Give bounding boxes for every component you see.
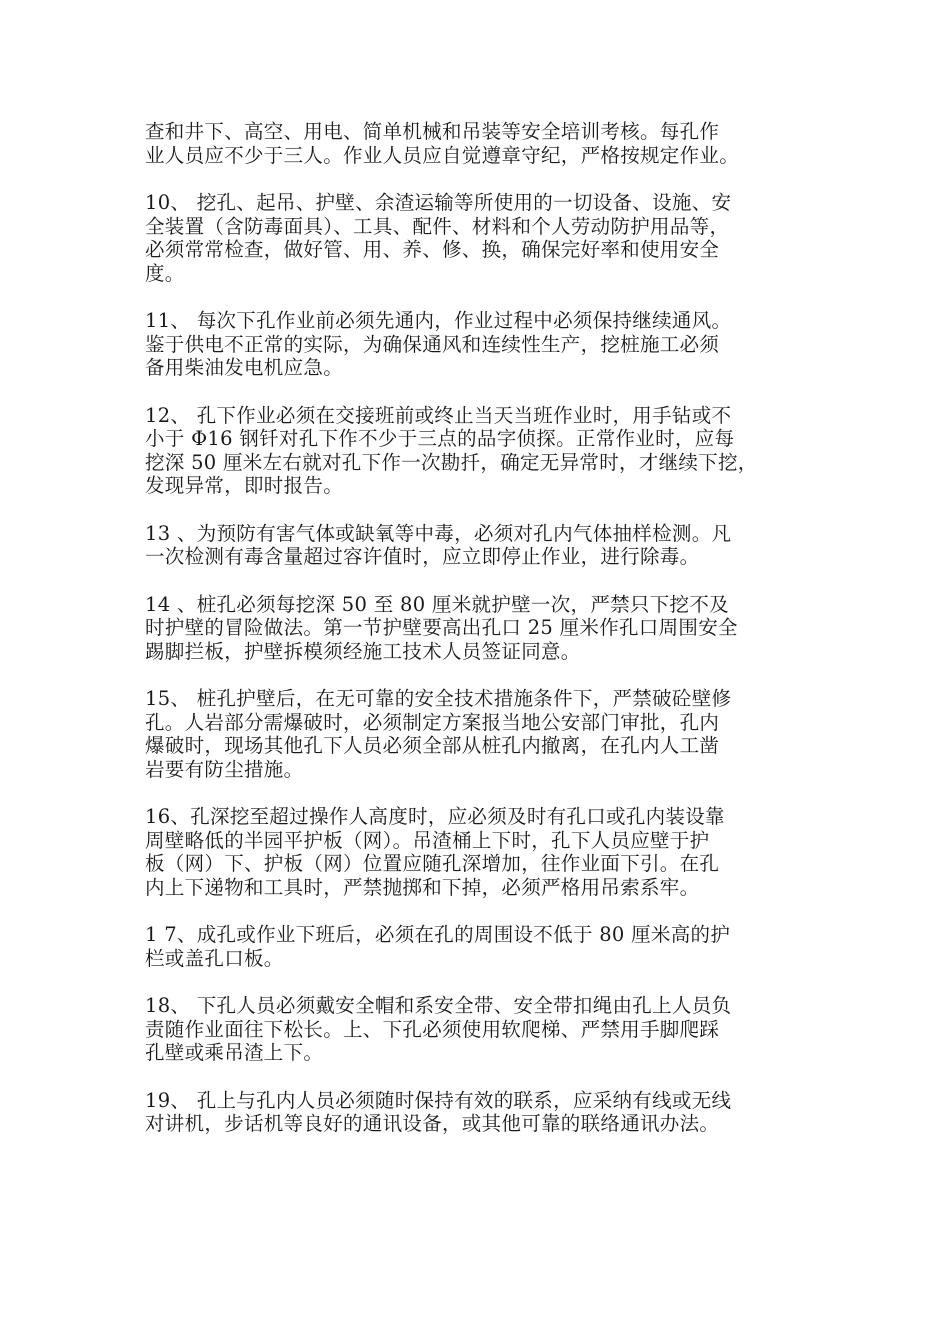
text-line: 16、孔深挖至超过操作人高度时，应必须及时有孔口或孔内装设靠: [145, 805, 725, 828]
text-line: 踢脚拦板，护壁拆模须经施工技术人员签证同意。: [145, 639, 581, 663]
text-line: 时护壁的冒险做法。第一节护壁要高出孔口 25 厘米作孔口周围安全: [145, 616, 738, 639]
text-line: 必须常常检查，做好管、用、养、修、换，确保完好率和使用安全: [145, 238, 720, 261]
paragraph-continuation: [145, 120, 815, 167]
paragraph-item-14: [145, 593, 815, 664]
text-line: 孔壁或乘吊渣上下。: [145, 1041, 324, 1064]
text-line: 13 、为预防有害气体或缺氧等中毒，必须对孔内气体抽样检测。凡: [145, 521, 732, 545]
text-line: 业人员应不少于三人。作业人员应自觉遵章守纪，严格按规定作业。: [145, 143, 740, 167]
text-line: 板（网）下、护板（网）位置应随孔深增加，往作业面下引。在孔: [145, 852, 720, 875]
text-line: 一次检测有毒含量超过容许值时，应立即停止作业，进行除毒。: [145, 545, 700, 568]
paragraph-item-19: [145, 1089, 815, 1136]
text-line: 对讲机，步话机等良好的通讯设备，或其他可靠的联络通讯办法。: [145, 1112, 720, 1135]
text-line: 18、 下孔人员必须戴安全帽和系安全带、安全带扣绳由孔上人员负: [145, 994, 732, 1017]
text-line: 15、 桩孔护壁后，在无可靠的安全技术措施条件下，严禁破砼壁修: [145, 687, 732, 710]
text-line: 10、 挖孔、起吊、护壁、余渣运输等所使用的一切设备、设施、安: [145, 191, 732, 214]
document-body: [145, 120, 815, 1160]
text-line: 14 、桩孔必须每挖深 50 至 80 厘米就护壁一次，严禁只下挖不及: [145, 592, 729, 616]
paragraph-item-10: [145, 191, 815, 285]
paragraph-item-15: [145, 687, 815, 781]
text-line: 岩要有防尘措施。: [145, 757, 304, 781]
text-line: 爆破时，现场其他孔下人员必须全部从桩孔内撤离，在孔内人工凿: [145, 734, 720, 757]
text-line: 责随作业面往下松长。上、下孔必须使用软爬梯、严禁用手脚爬踩: [145, 1017, 720, 1041]
paragraph-item-12: [145, 404, 815, 498]
text-line: 度。: [145, 261, 185, 285]
text-line: 鉴于供电不正常的实际，为确保通风和连续性生产，挖桩施工必须: [145, 332, 720, 356]
text-line: 12、 孔下作业必须在交接班前或终止当天当班作业时，用手钻或不: [145, 403, 732, 427]
text-line: 11、 每次下孔作业前必须先通内，作业过程中必须保持继续通风。: [145, 309, 732, 332]
text-line: 周壁略低的半园平护板（网）。吊渣桶上下时，孔下人员应壁于护: [145, 828, 710, 852]
text-line: 小于 Φ16 钢钎对孔下作不少于三点的品字侦探。正常作业时，应每: [145, 427, 735, 450]
text-line: 内上下递物和工具时，严禁抛掷和下掉，必须严格用吊索系牢。: [145, 875, 700, 899]
paragraph-item-11: [145, 309, 815, 380]
text-line: 挖深 50 厘米左右就对孔下作一次勘扦，确定无异常时，才继续下挖，: [145, 450, 758, 474]
text-line: 备用柴油发电机应急。: [145, 356, 344, 379]
text-line: 发现异常，即时报告。: [145, 474, 344, 497]
text-line: 全装置（含防毒面具）、工具、配件、材料和个人劳动防护用品等，: [145, 214, 730, 238]
text-line: 孔。人岩部分需爆破时，必须制定方案报当地公安部门审批，孔内: [145, 710, 720, 734]
text-line: 19、 孔上与孔内人员必须随时保持有效的联系，应采纳有线或无线: [145, 1088, 732, 1112]
paragraph-item-18: [145, 994, 815, 1065]
paragraph-item-13: [145, 522, 815, 569]
text-line: 栏或盖孔口板。: [145, 946, 284, 970]
text-line: 查和井下、高空、用电、简单机械和吊装等安全培训考核。每孔作: [145, 120, 720, 143]
text-line: 1 7、成孔或作业下班后，必须在孔的周围设不低于 80 厘米高的护: [145, 923, 731, 946]
paragraph-item-16: [145, 805, 815, 899]
paragraph-item-17: [145, 923, 815, 970]
